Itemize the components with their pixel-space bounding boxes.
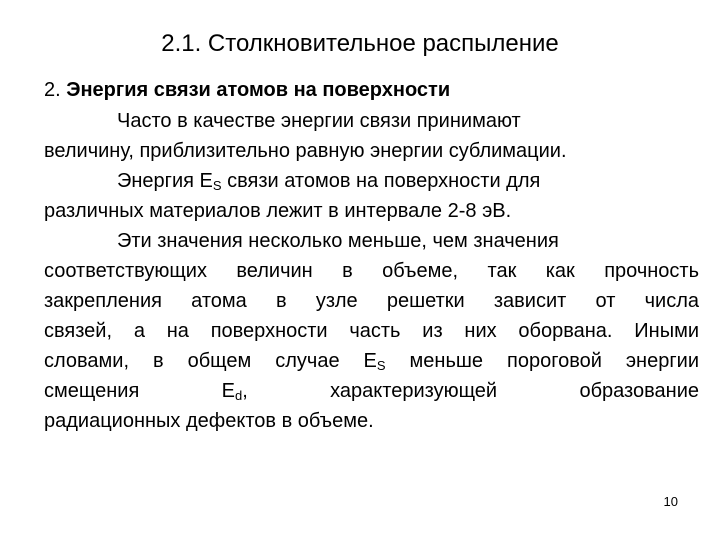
page-number: 10 <box>663 494 678 509</box>
section-heading-number: 2. <box>44 79 61 101</box>
paragraph-2-line-1-part-a: Энергия E <box>117 170 213 192</box>
paragraph-3-line-7: радиационных дефектов в объеме. <box>44 410 374 432</box>
paragraph-3-line-2: соответствующих величин в объеме, так как прочность <box>44 260 699 282</box>
paragraph-1-line-2: величину, приблизительно равную энергии сублимации. <box>44 140 567 162</box>
paragraph-3-line-4: связей, а на поверхности часть из них оборвана. Иными <box>44 320 699 342</box>
paragraph-3-line-6-part-a: смещения E <box>44 380 235 402</box>
paragraph-2-line-1 <box>44 166 699 196</box>
subscript-d: d <box>234 388 243 403</box>
paragraph-3-line-5-part-a: словами, в общем случае E <box>44 350 377 372</box>
paragraph-3-line-5 <box>44 346 699 376</box>
paragraph-3-line-6 <box>44 376 699 406</box>
paragraph-3-line-6-part-b: , характеризующей образование <box>242 380 699 402</box>
slide-title: 2.1. Столкновительное распыление <box>161 30 559 57</box>
paragraph-2-line-1-part-b: связи атомов на поверхности для <box>221 170 541 192</box>
subscript-s: S <box>376 358 386 373</box>
paragraph-3-line-1: Эти значения несколько меньше, чем значения <box>117 230 559 252</box>
section-heading-text: Энергия связи атомов на поверхности <box>66 79 451 101</box>
subscript-s: S <box>212 178 222 193</box>
section-heading <box>44 76 450 104</box>
paragraph-1-line-1: Часто в качестве энергии связи принимают <box>117 110 521 132</box>
body-text <box>44 106 699 436</box>
paragraph-3-line-5-part-b: меньше пороговой энергии <box>385 350 699 372</box>
paragraph-2-line-2: различных материалов лежит в интервале 2-8 эВ. <box>44 200 512 222</box>
paragraph-3-line-3: закрепления атома в узле решетки зависит от числа <box>44 290 699 312</box>
